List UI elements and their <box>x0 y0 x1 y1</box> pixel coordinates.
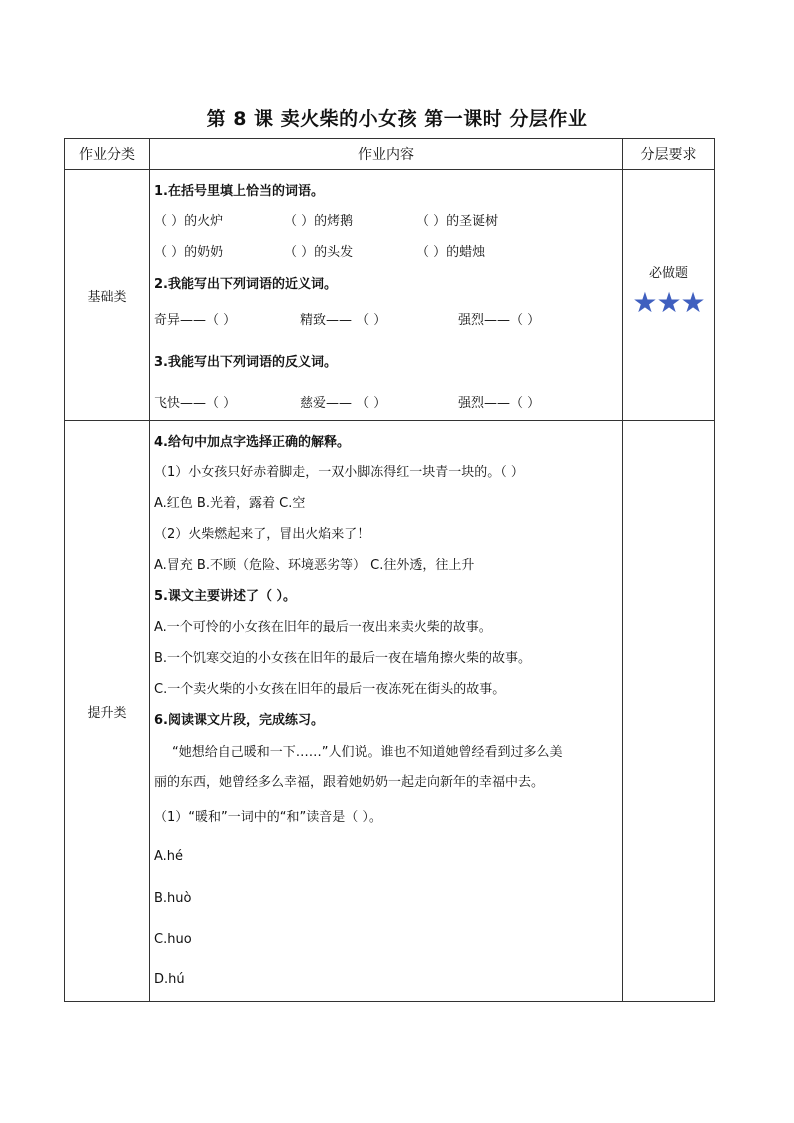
q4-options: A.红色 B.光着，露着 C.空 <box>154 496 306 511</box>
q5-option: A.一个可怜的小女孩在旧年的最后一夜出来卖火柴的故事。 <box>154 620 492 635</box>
q6-option: A.hé <box>154 849 184 864</box>
q3-item: 飞快——（ ） <box>154 396 237 411</box>
q3-item: 强烈——（ ） <box>458 396 541 411</box>
q6-subquestion: （1）“暖和”一词中的“和”读音是（ ）。 <box>154 810 382 825</box>
required-label: 必做题 <box>648 265 688 281</box>
q6-passage: 丽的东西，她曾经多么幸福，跟着她奶奶一起走向新年的幸福中去。 <box>154 775 545 790</box>
q2-item: 强烈——（ ） <box>458 313 541 328</box>
q1-blank: （ ）的头发 <box>284 245 354 260</box>
star-rating-icon: ★★★ <box>632 285 705 319</box>
advanced-row <box>65 421 715 1002</box>
basic-level <box>623 170 715 421</box>
q6-option: C.huo <box>154 932 192 947</box>
basic-content <box>150 170 623 421</box>
q2-item: 奇异——（ ） <box>154 313 237 328</box>
q4-options: A.冒充 B.不顾（危险、环境恶劣等） C.往外透，往上升 <box>154 558 475 573</box>
q3-title: 3.我能写出下列词语的反义词。 <box>154 355 337 370</box>
advanced-content <box>150 421 623 1002</box>
q6-passage: “她想给自己暖和一下……”人们说。谁也不知道她曾经看到过多么美 <box>172 745 563 760</box>
q5-title: 5.课文主要讲述了（ ）。 <box>154 589 297 604</box>
basic-category: 基础类 <box>65 170 150 421</box>
q6-option: D.hú <box>154 972 185 987</box>
q2-item: 精致—— （ ） <box>300 313 387 328</box>
q6-title: 6.阅读课文片段，完成练习。 <box>154 713 324 728</box>
advanced-level <box>623 421 715 1002</box>
header-level: 分层要求 <box>623 139 715 170</box>
advanced-category: 提升类 <box>65 421 150 1002</box>
q2-title: 2.我能写出下列词语的近义词。 <box>154 277 337 292</box>
q6-option: B.huò <box>154 891 192 906</box>
q1-blank: （ ）的火炉 <box>154 214 224 229</box>
q5-option: B.一个饥寒交迫的小女孩在旧年的最后一夜在墙角擦火柴的故事。 <box>154 651 532 666</box>
q3-item: 慈爱—— （ ） <box>300 396 387 411</box>
basic-row <box>65 170 715 421</box>
homework-table <box>64 138 715 1002</box>
q5-option: C.一个卖火柴的小女孩在旧年的最后一夜冻死在街头的故事。 <box>154 682 506 697</box>
q1-title: 1.在括号里填上恰当的词语。 <box>154 184 324 199</box>
header-row <box>65 139 715 170</box>
q1-blank: （ ）的奶奶 <box>154 245 224 260</box>
q1-blank: （ ）的蜡烛 <box>416 245 486 260</box>
q4-sentence: （1）小女孩只好赤着脚走，一双小脚冻得红一块青一块的。（ ） <box>154 465 524 480</box>
header-content: 作业内容 <box>150 139 623 170</box>
q4-title: 4.给句中加点字选择正确的解释。 <box>154 435 350 450</box>
page-title: 第 8 课 卖火柴的小女孩 第一课时 分层作业 <box>206 108 588 130</box>
header-category: 作业分类 <box>65 139 150 170</box>
q1-blank: （ ）的烤鹅 <box>284 214 354 229</box>
q1-blank: （ ）的圣诞树 <box>416 214 499 229</box>
q4-sentence: （2）火柴燃起来了，冒出火焰来了！ <box>154 527 371 542</box>
